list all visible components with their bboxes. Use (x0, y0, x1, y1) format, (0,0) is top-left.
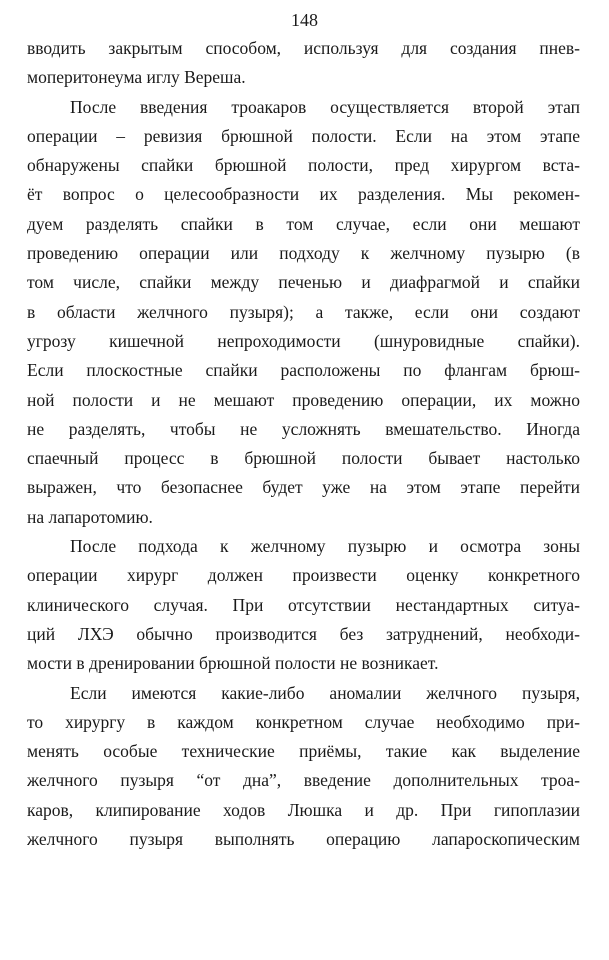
text-line: в области желчного пузыря); а также, если они создают (27, 301, 580, 322)
text-line: клинического случая. При отсутствии нестандартных ситуа- (27, 594, 580, 615)
text-line: Если имеются какие-либо аномалии желчного пузыря, (70, 682, 580, 703)
text-line: обнаружены спайки брюшной полости, пред хирургом вста- (27, 155, 580, 176)
text-line: желчного пузыря “от дна”, введение дополнительных троа- (27, 770, 580, 791)
text-line: спаечный процесс в брюшной полости бывает настолько (27, 448, 580, 469)
paragraph (27, 532, 580, 678)
text-line: каров, клипирование ходов Люшка и др. При гипоплазии (27, 799, 580, 820)
text-line: желчного пузыря выполнять операцию лапароскопическим (27, 829, 580, 850)
text-line: дуем разделять спайки в том случае, если они мешают (27, 213, 580, 234)
text-line: мости в дренировании брюшной полости не возникает. (27, 653, 439, 674)
text-line: моперитонеума иглу Вереша. (27, 67, 246, 88)
text-line: выражен, что безопаснее будет уже на этом этапе перейти (27, 477, 580, 498)
body-text (27, 34, 580, 854)
text-line: операции – ревизия брюшной полости. Если на этом этапе (27, 125, 580, 146)
text-line: менять особые технические приёмы, такие как выделение (27, 741, 580, 762)
text-line: проведению операции или подходу к желчному пузырю (в (27, 243, 580, 264)
paragraph (27, 34, 580, 93)
text-line: ёт вопрос о целесообразности их разделения. Мы рекомен- (27, 184, 580, 205)
text-line: Если плоскостные спайки расположены по флангам брюш- (27, 360, 580, 381)
text-line: не разделять, чтобы не усложнять вмешательство. Иногда (27, 418, 580, 439)
text-line: После подхода к желчному пузырю и осмотра зоны (70, 536, 580, 557)
text-line: вводить закрытым способом, используя для создания пнев- (27, 38, 580, 58)
text-line: ций ЛХЭ обычно производится без затруднений, необходи- (27, 623, 580, 644)
paragraph (27, 679, 580, 855)
text-line: операции хирург должен произвести оценку конкретного (27, 565, 580, 586)
text-line: угрозу кишечной непроходимости (шнуровидные спайки). (27, 330, 580, 351)
text-line: том числе, спайки между печенью и диафрагмой и спайки (27, 272, 580, 293)
text-line: то хирургу в каждом конкретном случае необходимо при- (27, 711, 580, 732)
text-line: на лапаротомию. (27, 506, 153, 527)
page-number: 148 (291, 10, 318, 30)
text-line: ной полости и не мешают проведению операции, их можно (27, 389, 580, 410)
text-line: После введения троакаров осуществляется второй этап (70, 96, 580, 117)
paragraph (27, 93, 580, 532)
